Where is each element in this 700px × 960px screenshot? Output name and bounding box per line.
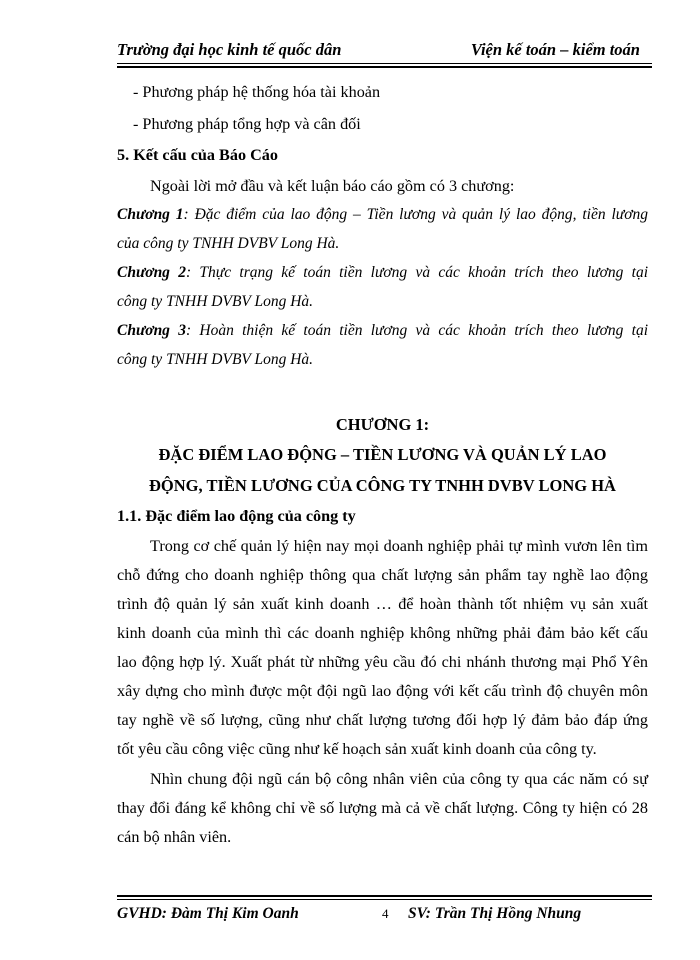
header-university: Trường đại học kinh tế quốc dân	[117, 40, 342, 59]
footer-supervisor: GVHD: Đàm Thị Kim Oanh	[117, 905, 299, 922]
page-number: 4	[382, 906, 389, 921]
chapter-2-label: Chương 2	[117, 264, 186, 281]
header-rule-thin	[117, 63, 652, 64]
chapter-3-summary-line1: Chương 3: Hoàn thiện kế toán tiền lương và các khoản trích theo lương tại	[117, 322, 648, 339]
header-institute: Viện kế toán – kiểm toán	[470, 40, 640, 59]
section-5-heading: 5. Kết cấu của Báo Cáo	[117, 146, 278, 164]
method-bullet-1: - Phương pháp hệ thống hóa tài khoản	[133, 83, 381, 101]
paragraph-1-line: trình độ quản lý sản xuất kinh doanh … để hoàn thành tốt nhiệm vụ sản xuất	[117, 595, 648, 613]
footer-rule-thin	[117, 899, 652, 900]
chapter-1-label: Chương 1	[117, 206, 184, 223]
page-header	[117, 38, 640, 64]
chapter-1-summary-line1: Chương 1: Đặc điểm của lao động – Tiền lương và quản lý lao động, tiền lương	[117, 206, 648, 223]
chapter-2-summary-line2: công ty TNHH DVBV Long Hà.	[117, 293, 314, 310]
paragraph-1-line: tốt yêu cầu công việc cũng như kế hoạch sản xuất kinh doanh của công ty.	[117, 740, 597, 758]
paragraph-1-line: chỗ đứng cho doanh nghiệp thông qua chất lượng sản phẩm tay nghề lao động	[117, 566, 648, 584]
section-1-1-heading: 1.1. Đặc điểm lao động của công ty	[117, 507, 356, 525]
paragraph-1-line: kinh doanh của mình thì các doanh nghiệp không những phải đảm bảo kết cấu	[117, 624, 648, 642]
paragraph-2-line: cán bộ nhân viên.	[117, 828, 232, 846]
chapter-1-summary-line2: của công ty TNHH DVBV Long Hà.	[117, 235, 340, 252]
chapter-2-summary-line1: Chương 2: Thực trạng kế toán tiền lương và các khoản trích theo lương tại	[117, 264, 649, 281]
chapter-title-line1: ĐẶC ĐIỂM LAO ĐỘNG – TIỀN LƯƠNG VÀ QUẢN LÝ LAO	[158, 445, 607, 464]
paragraph-1-line: Trong cơ chế quản lý hiện nay mọi doanh nghiệp phải tự mình vươn lên tìm	[150, 537, 648, 555]
chapter-3-label: Chương 3	[117, 322, 186, 339]
chapter-number-title: CHƯƠNG 1:	[335, 415, 430, 434]
chapter-title-line2: ĐỘNG, TIỀN LƯƠNG CỦA CÔNG TY TNHH DVBV LONG HÀ	[149, 476, 616, 495]
header-rule-thick	[117, 66, 652, 68]
footer-student: SV: Trần Thị Hồng Nhung	[408, 905, 582, 922]
method-bullet-2: - Phương pháp tổng hợp và cân đối	[133, 115, 361, 133]
paragraph-2-line: Nhìn chung đội ngũ cán bộ công nhân viên của công ty qua các năm có sự	[150, 770, 648, 788]
chapter-3-summary-line2: công ty TNHH DVBV Long Hà.	[117, 351, 314, 368]
paragraph-1-line: lao động hợp lý. Xuất phát từ những yêu cầu đó chi nhánh thương mại Phổ Yên	[117, 653, 648, 671]
paragraph-2-line: thay đổi đáng kể không chỉ về số lượng mà cả về chất lượng. Công ty hiện có 28	[117, 799, 648, 817]
paragraph-1-line: xây dựng cho mình được một đội ngũ lao động với kết cấu trình độ chuyên môn	[117, 682, 648, 700]
chapters-intro: Ngoài lời mở đầu và kết luận báo cáo gồm có 3 chương:	[150, 177, 515, 195]
footer-rule-thick	[117, 895, 652, 897]
paragraph-1-line: tay nghề về số lượng, cũng như chất lượng tương đối hợp lý đảm bảo đáp ứng	[117, 711, 648, 729]
